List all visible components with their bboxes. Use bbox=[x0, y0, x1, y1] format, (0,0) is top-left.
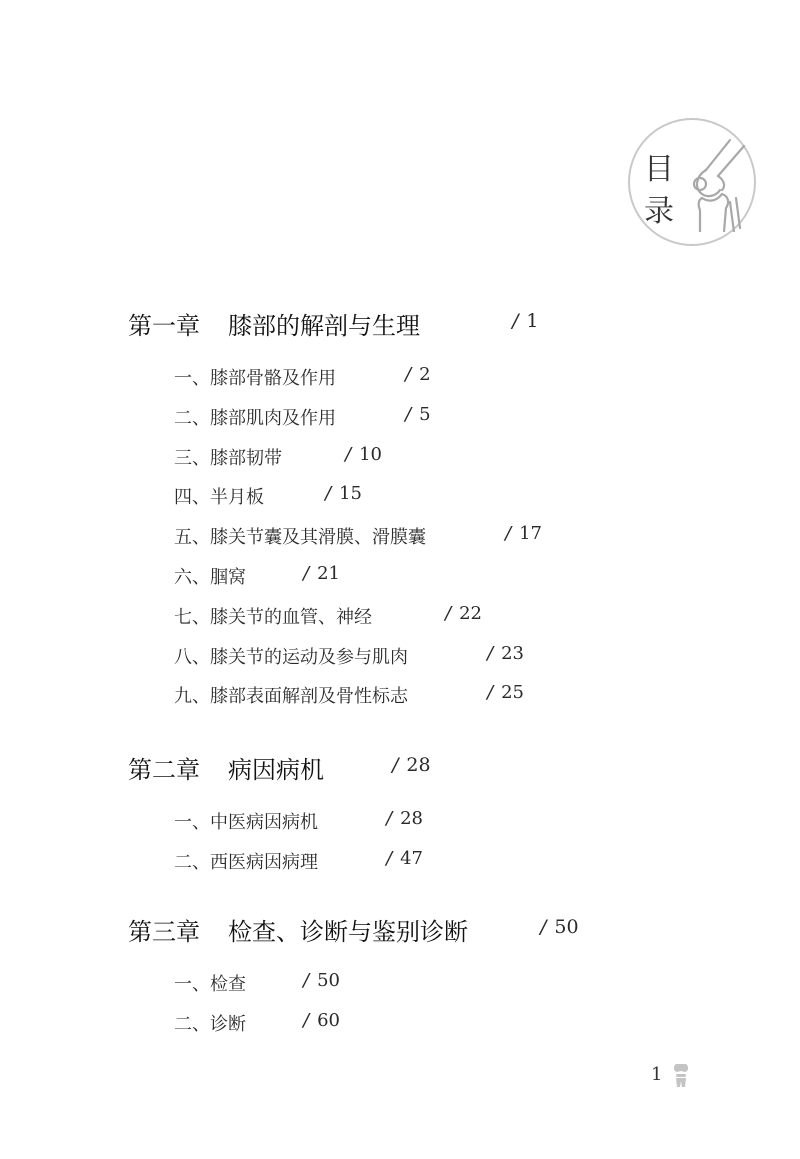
section-page-number: 15 bbox=[339, 483, 362, 505]
section-title: 二、膝部肌肉及作用 bbox=[174, 407, 336, 429]
chapter-label: 第三章 bbox=[128, 918, 200, 946]
section-title: 一、中医病因病机 bbox=[174, 812, 318, 833]
section-page-number: 28 bbox=[400, 808, 423, 829]
section-page-ref bbox=[405, 404, 431, 425]
slash-separator: / bbox=[487, 682, 494, 704]
slash-separator: / bbox=[345, 443, 352, 465]
chapter-page-ref bbox=[512, 310, 539, 332]
section-page-ref bbox=[386, 808, 423, 829]
chapter-label: 第二章 bbox=[128, 756, 200, 784]
slash-separator: / bbox=[540, 916, 547, 938]
section-page-number: 22 bbox=[459, 602, 482, 624]
section-page-number: 23 bbox=[501, 642, 524, 664]
section-page-ref bbox=[487, 643, 524, 664]
chapter-page-number: 1 bbox=[526, 310, 539, 332]
section-page-number: 5 bbox=[419, 403, 431, 425]
slash-separator: / bbox=[405, 403, 412, 425]
section-page-ref bbox=[325, 483, 362, 504]
slash-separator: / bbox=[303, 563, 310, 584]
section-title: 三、膝部韧带 bbox=[174, 447, 282, 469]
chapter-label: 第一章 bbox=[128, 312, 200, 340]
section-title: 四、半月板 bbox=[174, 487, 264, 509]
section-page-ref bbox=[345, 444, 382, 465]
section-title: 二、诊断 bbox=[174, 1013, 246, 1035]
section-title: 二、西医病因病理 bbox=[174, 851, 318, 873]
section-page-number: 50 bbox=[317, 970, 340, 991]
slash-separator: / bbox=[487, 642, 494, 664]
slash-separator: / bbox=[325, 483, 332, 505]
slash-separator: / bbox=[303, 970, 310, 991]
section-page-ref bbox=[303, 970, 340, 991]
section-title: 五、膝关节囊及其滑膜、滑膜囊 bbox=[174, 527, 426, 549]
section-title: 一、膝部骨骼及作用 bbox=[174, 368, 336, 389]
chapter-page-number: 50 bbox=[554, 916, 579, 938]
section-page-number: 10 bbox=[359, 443, 382, 465]
section-page-ref bbox=[303, 1010, 340, 1031]
knee-footer-icon bbox=[668, 1062, 694, 1088]
slash-separator: / bbox=[405, 364, 412, 385]
section-title: 八、膝关节的运动及参与肌肉 bbox=[174, 646, 408, 668]
section-page-number: 60 bbox=[317, 1009, 340, 1031]
chapter-title: 病因病机 bbox=[228, 756, 324, 784]
slash-separator: / bbox=[392, 754, 399, 776]
page-number: 1 bbox=[651, 1064, 663, 1085]
badge-char-1: 目 bbox=[644, 152, 674, 187]
section-page-ref bbox=[505, 523, 542, 544]
section-page-ref bbox=[445, 603, 482, 624]
section-title: 九、膝部表面解剖及骨性标志 bbox=[174, 686, 408, 708]
section-page-ref bbox=[405, 364, 431, 385]
chapter-page-number: 28 bbox=[406, 754, 431, 776]
chapter-title: 膝部的解剖与生理 bbox=[228, 312, 420, 340]
chapter-page-ref bbox=[540, 916, 579, 938]
section-title: 一、检查 bbox=[174, 974, 246, 995]
section-title: 七、膝关节的血管、神经 bbox=[174, 606, 372, 628]
slash-separator: / bbox=[505, 523, 512, 545]
badge-char-2: 录 bbox=[644, 194, 674, 229]
section-page-number: 21 bbox=[317, 563, 340, 584]
section-page-ref bbox=[303, 563, 340, 584]
slash-separator: / bbox=[386, 808, 393, 829]
section-page-ref bbox=[386, 848, 423, 869]
slash-separator: / bbox=[303, 1009, 310, 1031]
slash-separator: / bbox=[512, 310, 519, 332]
chapter-title: 检查、诊断与鉴别诊断 bbox=[228, 918, 468, 946]
section-page-number: 47 bbox=[400, 847, 423, 869]
slash-separator: / bbox=[445, 602, 452, 624]
section-title: 六、腘窝 bbox=[174, 567, 246, 588]
section-page-number: 25 bbox=[501, 682, 524, 704]
section-page-ref bbox=[487, 682, 524, 703]
chapter-page-ref bbox=[392, 754, 431, 776]
slash-separator: / bbox=[386, 847, 393, 869]
section-page-number: 17 bbox=[519, 523, 542, 545]
section-page-number: 2 bbox=[419, 364, 431, 385]
